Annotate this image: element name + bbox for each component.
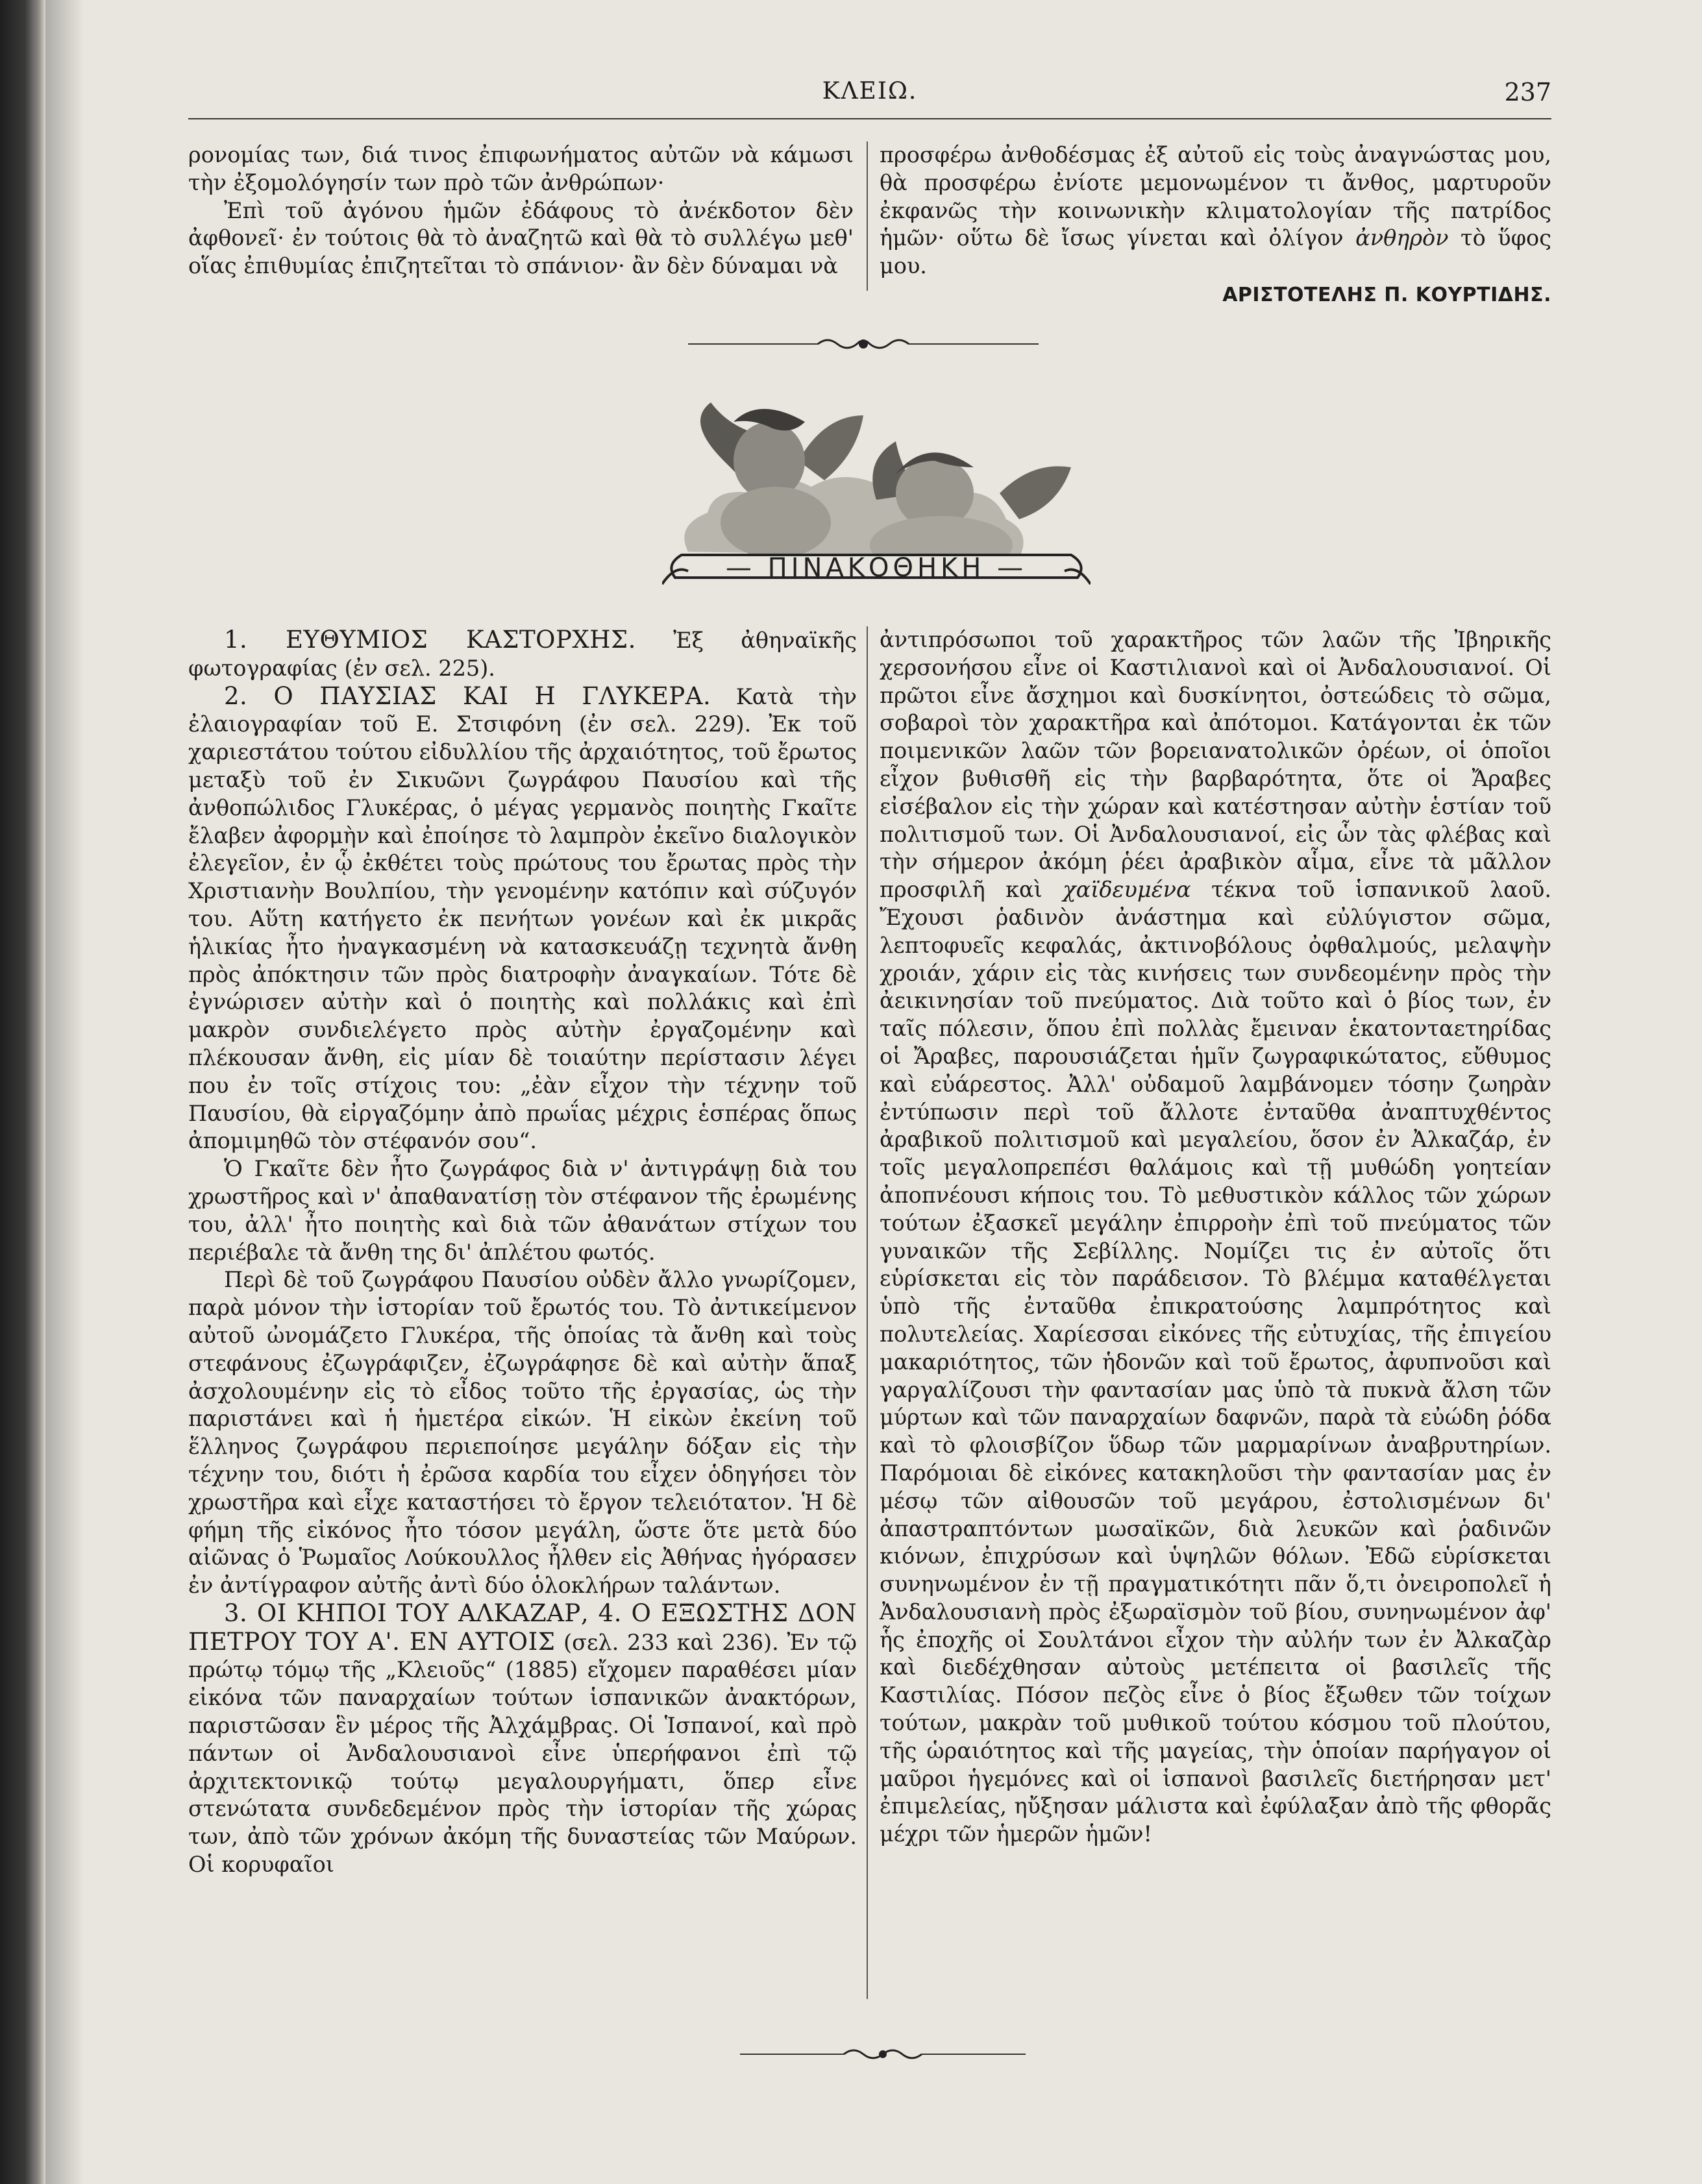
item-heading: 2. Ο ΠΑΥΣΙΑΣ ΚΑΙ Η ΓΛΥΚΕΡΑ. xyxy=(224,681,711,710)
paragraph xyxy=(880,141,1551,280)
author-signature: ΑΡΙΣΤΟΤΕΛΗΣ Π. ΚΟΥΡΤΙΔΗΣ. xyxy=(1222,283,1551,306)
italic-word: ἀνθηρὸν xyxy=(1355,225,1449,251)
caption-item-1 xyxy=(188,626,857,683)
paragraph: ρονομίας των, διά τινος ἐπιφωνήματος αὐτῶν νὰ κάμωσι τὴν ἐξομολόγησίν των πρὸ τῶν ἀνθρώπων· xyxy=(188,142,854,195)
paragraph: Ἐπὶ τοῦ ἀγόνου ἡμῶν ἐδάφους τὸ ἀνέκδοτον δὲν ἀφθονεῖ· ἐν τούτοις θὰ τὸ ἀναζητῶ καὶ θὰ τὸ συλλέγω μεθ' οἵας ἐπιθυμίας ἐπιζητεῖται τὸ σπάνιον· ἂν δὲν δύναμαι νὰ xyxy=(188,197,854,279)
top-left-column xyxy=(188,141,854,280)
book-spine xyxy=(0,0,45,2184)
text-run: τὸ ὕφος μου. xyxy=(880,225,1551,279)
top-right-column xyxy=(880,141,1551,310)
item-text: (σελ. 233 καὶ 236). Ἐν τῷ πρώτῳ τόμῳ τῆς „Κλειοῦς“ (1885) εἴχομεν παραθέσει μίαν εἰκόνα τῶν παναρχαίων τούτων ἱσπανικῶν ἀνακτόρων, παριστῶσαν ἓν μέρος τῆς Ἀλχάμβρας. Οἱ Ἱσπανοί, καὶ πρὸ πάντων οἱ Ἀνδαλουσιανοὶ εἶνε ὑπερήφανοι ἐπὶ τῷ ἀρχιτεκτονικῷ τούτῳ μεγαλουργήματι, ὅπερ εἶνε στενώτατα συνδεδεμένον πρὸς τὴν ἱστορίαν τῆς χώρας των, ἀπὸ τῶν χρόνων ἀκόμη τῆς δυναστείας τῶν Μαύρων. Οἱ κορυφαῖοι xyxy=(188,1629,857,1878)
item-text: Ἐξ ἀθηναϊκῆς φωτογραφίας (ἐν σελ. 225). xyxy=(188,628,857,681)
section-divider-ornament xyxy=(688,334,1039,354)
paragraph: Περὶ δὲ τοῦ ζωγράφου Παυσίου οὐδὲν ἄλλο γνωρίζομεν, παρὰ μόνον τὴν ἱστορίαν τοῦ ἔρωτός του. Τὸ ἀντικείμενον αὐτοῦ ὠνομάζετο Γλυκέρα, τῆς ὁποίας τὰ ἄνθη καὶ τοὺς στεφάνους ἐζωγράφιζεν, ἐζωγράφησε δὲ καὶ αὐτὴν ἅπαξ ἀσχολουμένην εἰς τὸ εἶδος τοῦτο τῆς ἐργασίας, ὡς τὴν παριστάνει καὶ ἡ ἡμετέρα εἰκών. Ἡ εἰκὼν ἐκείνη τοῦ ἕλληνος ζωγράφου περιεποίησε μεγάλην δόξαν εἰς τὴν τέχνην του, διότι ἡ ἐρῶσα καρδία του εἶχεν ὁδηγήσει τὸν χρωστῆρα καὶ εἶχε καταστήσει τὸ ἔργον τελειότατον. Ἡ δὲ φήμη τῆς εἰκόνος ἦτο τόσον μεγάλη, ὥστε ὅτε μετὰ δύο αἰῶνας ὁ Ῥωμαῖος Λούκουλλος ἦλθεν εἰς Ἀθήνας ἠγόρασεν ἐν ἀντίγραφον αὐτῆς ἀντὶ δύο ὁλοκλήρων ταλάντων. xyxy=(188,1267,857,1599)
gutter-shadow xyxy=(45,0,84,2184)
page-number: 237 xyxy=(1504,78,1551,106)
end-ornament xyxy=(740,2044,1026,2064)
bottom-right-column xyxy=(880,626,1551,1848)
bottom-left-column xyxy=(188,626,857,1879)
italic-word: χαϊδευμένα xyxy=(1063,877,1191,903)
caption-item-2 xyxy=(188,683,857,1156)
item-heading: 3. ΟΙ ΚΗΠΟΙ ΤΟΥ ΑΛΚΑΖΑΡ, 4. Ο ΕΞΩΣΤΗΣ ΔΟΝ ΠΕΤΡΟΥ ΤΟΥ Α'. ΕΝ ΑΥΤΟΙΣ xyxy=(188,1599,857,1656)
text-run: ἀντιπρόσωποι τοῦ χαρακτῆρος τῶν λαῶν τῆς Ἰβηρικῆς χερσονήσου εἶνε οἱ Καστιλιανοὶ καὶ οἱ Ἀνδαλουσιανοί. Οἱ πρῶτοι εἶνε ἄσχημοι καὶ δυσκίνητοι, ὀστεώδεις τὸ σῶμα, σοβαροὶ τὸν χαρακτῆρα καὶ ἀπότομοι. Κατάγονται ἐκ τῶν ποιμενικῶν λαῶν τῶν βορειανατολικῶν ὀρέων, οἱ ὁποῖοι εἶχον βυθισθῆ εἰς τὴν βαρβαρότητα, ὅτε οἱ Ἄραβες εἰσέβαλον εἰς τὴν χώραν καὶ κατέστησαν αὐτὴν ἑστίαν τοῦ πολιτισμοῦ των. Οἱ Ἀνδαλουσιανοί, εἰς ὧν τὰς φλέβας καὶ τὴν σήμερον ἀκόμη ῥέει ἀραβικὸν αἷμα, εἶνε τὰ μᾶλλον προσφιλῆ καὶ xyxy=(880,627,1551,903)
paragraph: Ὁ Γκαῖτε δὲν ἦτο ζωγράφος διὰ ν' ἀντιγράψῃ διὰ του χρωστῆρος καὶ ν' ἀπαθανατίσῃ τὸν στέφανον τῆς ἐρωμένης του, ἀλλ' ἦτο ποιητὴς καὶ διὰ τῶν ἀθανάτων στίχων του περιέβαλε τὰ ἄνθη της δι' ἀπλέτου φωτός. xyxy=(188,1156,857,1265)
caption-item-3 xyxy=(188,1600,857,1879)
banner-title: — ΠΙΝΑΚΟΘΗΚΗ — xyxy=(725,553,1028,583)
text-run: προσφέρω ἀνθοδέσμας ἐξ αὐτοῦ εἰς τοὺς ἀναγνώστας μου, θὰ προσφέρω ἐνίοτε μεμονωμένον τι ἄνθος, μαρτυροῦν ἐκφανῶς τὴν κοινωνικὴν κλιματολογίαν τῆς πατρίδος ἡμῶν· οὕτω δὲ ἴσως γίνεται καὶ ὀλίγον xyxy=(880,142,1551,251)
item-text: Κατὰ τὴν ἐλαιογραφίαν τοῦ Ε. Στσιφόνη (ἐν σελ. 229). Ἐκ τοῦ χαριεστάτου τούτου εἰδυλλίου τῆς ἀρχαιότητος, τοῦ ἔρωτος μεταξὺ τοῦ ἐν Σικυῶνι ζωγράφου Παυσίου καὶ τῆς ἀνθοπώλιδος Γλυκέρας, ὁ μέγας γερμανὸς ποιητὴς Γκαῖτε ἔλαβεν ἀφορμὴν καὶ ἐποίησε τὸ λαμπρὸν ἐκεῖνο διαλογικὸν ἐλεγεῖον, ἐν ᾧ ἐκθέτει τοὺς πρώτους του ἔρωτας πρὸς τὴν Χριστιανὴν Βουλπίου, τὴν γενομένην κατόπιν καὶ σύζυγόν του. Αὕτη κατήγετο ἐκ πενήτων γονέων καὶ ἐκ μικρᾶς ἡλικίας ἦτο ἠναγκασμένη νὰ κατασκευάζῃ τεχνητὰ ἄνθη πρὸς ἀπόκτησιν τῶν πρὸς διατροφὴν ἀναγκαίων. Τότε δὲ ἐγνώρισεν αὐτὴν καὶ ὁ ποιητὴς καὶ πολλάκις καὶ ἐπὶ μακρὸν συνδιελέγετο πρὸς αὐτὴν ἐργαζομένην καὶ πλέκουσαν ἄνθη, εἰς μίαν δὲ τοιαύτην περίστασιν λέγει που ἐν τοῖς στίχοις του: „ἐὰν εἶχον τὴν τέχνην τοῦ Παυσίου, θὰ εἰργαζόμην ἀπὸ πρωΐας μέχρις ἑσπέρας ὅπως ἀπομιμηθῶ τὸν στέφανόν σου“. xyxy=(188,683,857,1154)
running-title: ΚΛΕΙΩ. xyxy=(822,78,918,104)
header-rule xyxy=(188,118,1551,119)
column-rule-top xyxy=(867,141,868,291)
pinakotheke-ornament xyxy=(662,383,1091,597)
text-run: τέκνα τοῦ ἱσπανικοῦ λαοῦ. Ἔχουσι ῥαδινὸν ἀνάστημα καὶ εὐλύγιστον σῶμα, λεπτοφυεῖς κεφαλάς, ἀκτινοβόλους ὀφθαλμούς, μελαψὴν χροιάν, χάριν εἰς τὰς κινήσεις των συνδεομένην πρὸς τὴν ἀεικινησίαν τοῦ πνεύματος. Διὰ τοῦτο καὶ ὁ βίος των, ἐν ταῖς πόλεσιν, ὅπου ἐπὶ πολλὰς ἔμειναν ἑκατονταετηρίδας οἱ Ἄραβες, παρουσιάζεται ἡμῖν ζωγραφικώτατος, εὔθυμος καὶ εὐάρεστος. Ἀλλ' οὐδαμοῦ λαμβάνομεν τόσην ζωηρὰν ἐντύπωσιν περὶ τοῦ ἄλλοτε ἐνταῦθα ἀναπτυχθέντος ἀραβικοῦ πολιτισμοῦ καὶ μεγαλείου, ὅσον ἐν Ἀλκαζάρ, ἐν τοῖς μεγαλοπρεπέσι θαλάμοις καὶ τῇ μυθώδη γοητείαν ἀποπνέουσι κήποις του. Τὸ μεθυστικὸν κάλλος τῶν χώρων τούτων ἐξασκεῖ μεγάλην ἐπιρροὴν ἐπὶ τοῦ πνεύματος τῶν γυναικῶν τῆς Σεβίλλης. Νομίζει τις ἐν αὐτοῖς ὅτι εὑρίσκεται εἰς τὸν παράδεισον. Τὸ βλέμμα καταθέλγεται ὑπὸ τῆς ἐνταῦθα ἐπικρατούσης λαμπρότητος καὶ πολυτελείας. Χαρίεσσαι εἰκόνες τῆς εὐτυχίας, τῆς ἐπιγείου μακαριότητος, τῶν ἡδονῶν καὶ τοῦ ἔρωτος, ἀφυπνοῦσι καὶ γαργαλίζουσι τὴν φαντασίαν μας ὑπὸ τὰ πυκνὰ ἄλση τῶν μύρτων καὶ τῶν παναρχαίων δαφνῶν, παρὰ τὰ εὐώδη ῥόδα καὶ τὸ φλοισβίζον ὕδωρ τῶν μαρμαρίνων ἀναβρυτηρίων. Παρόμοιαι δὲ εἰκόνες κατακηλοῦσι τὴν φαντασίαν μας ἐν μέσῳ τῶν αἰθουσῶν τοῦ μεγάρου, ἐστολισμένων δι' ἀπαστραπτόντων μωσαϊκῶν, διὰ λευκῶν καὶ ῥαδινῶν κιόνων, ἐπιχρύσων καὶ ὑψηλῶν θόλων. Ἐδῶ εὑρίσκεται συνηνωμένον ἐν τῇ πραγματικότητι πᾶν ὅ,τι ὀνειροπολεῖ ἡ Ἀνδαλουσιανὴ πρὸς ἐξωραϊσμὸν τοῦ βίου, συνηνωμένον ἀφ' ἧς ἐποχῆς οἱ Σουλτάνοι εἶχον τὴν αὐλήν των ἐν Ἀλκαζὰρ καὶ διεδέχθησαν αὐτοὺς μετέπειτα οἱ βασιλεῖς τῆς Καστιλίας. Πόσον πεζὸς εἶνε ὁ βίος ἔξωθεν τῶν τοίχων τούτων, μακρὰν τοῦ μυθικοῦ τούτου κόσμου τοῦ πλούτου, τῆς ὡραιότητος καὶ τῆς μαγείας, τὴν ὁποίαν παρήγαγον οἱ μαῦροι ἡγεμόνες καὶ οἱ ἱσπανοὶ βασιλεῖς διετήρησαν μετ' ἐπιμελείας, ηὔξησαν μάλιστα καὶ ἐφύλαξαν ἀπὸ τῆς φθορᾶς μέχρι τῶν ἡμερῶν ἡμῶν! xyxy=(880,877,1551,1847)
column-rule-bottom xyxy=(867,626,868,1999)
item-heading: 1. ΕΥΘΥΜΙΟΣ ΚΑΣΤΟΡΧΗΣ. xyxy=(224,626,636,654)
page-header xyxy=(188,78,1551,117)
paragraph xyxy=(880,626,1551,1848)
